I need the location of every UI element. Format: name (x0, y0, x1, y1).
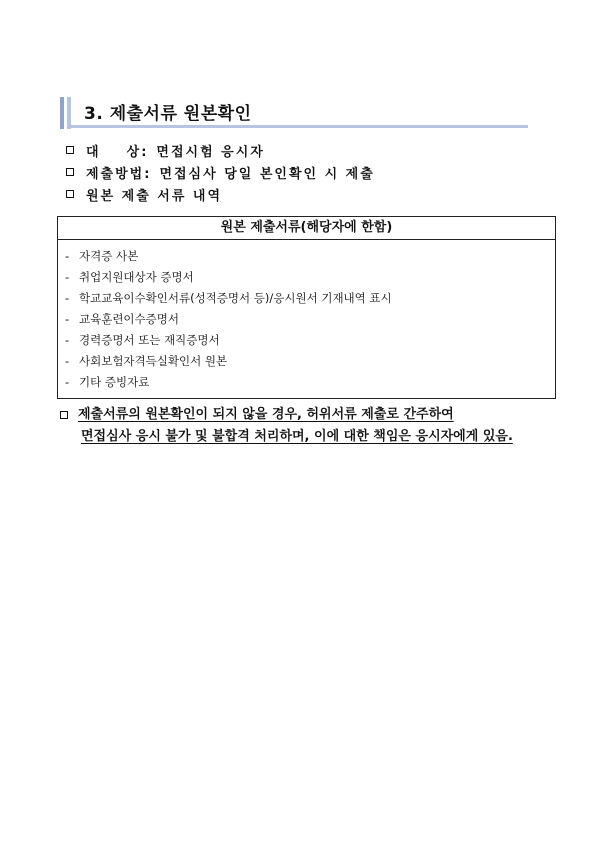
header-accent-bar (60, 97, 64, 129)
list-item: - 학교교육이수확인서류(성적증명서 등)/응시원서 기재내역 표시 (65, 291, 392, 305)
list-item: - 경력증명서 또는 재직증명서 (65, 333, 220, 347)
document-list (58, 240, 555, 393)
bullet-method (66, 162, 375, 182)
list-item: - 취업지원대상자 증명서 (65, 270, 194, 284)
bullet-doc-list (66, 184, 222, 204)
note-line-1: 제출서류의 원본확인이 되지 않을 경우, 허위서류 제출로 간주하여 (60, 404, 560, 426)
checkbox-square-icon (66, 146, 74, 154)
list-item: - 사회보험자격득실확인서 원본 (65, 354, 228, 368)
list-item: - 교육훈련이수증명서 (65, 312, 179, 326)
bullet-label: 원본 제출 서류 내역 (86, 188, 223, 204)
header-underline (71, 125, 528, 128)
table-header: 원본 제출서류(해당자에 한함) (58, 217, 555, 240)
list-item: - 기타 증빙자료 (65, 375, 150, 389)
note-line-2: 면접심사 응시 불가 및 불합격 처리하며, 이에 대한 책임은 응시자에게 있음. (81, 429, 513, 444)
section-title: 3. 제출서류 원본확인 (84, 104, 252, 124)
bullet-target (66, 140, 265, 160)
bullet-value: 면접시험 응시자 (156, 144, 265, 160)
list-item: - 자격증 사본 (65, 249, 139, 263)
bullet-label: 대 상: (86, 144, 149, 160)
bullet-value: 면접심사 당일 본인확인 시 제출 (159, 166, 375, 182)
section-header (60, 97, 528, 129)
original-documents-table (57, 216, 556, 399)
checkbox-square-icon (66, 190, 74, 198)
bullet-label: 제출방법: (86, 166, 152, 182)
warning-note (60, 404, 560, 448)
checkbox-square-icon (66, 168, 74, 176)
checkbox-square-icon (60, 411, 68, 419)
